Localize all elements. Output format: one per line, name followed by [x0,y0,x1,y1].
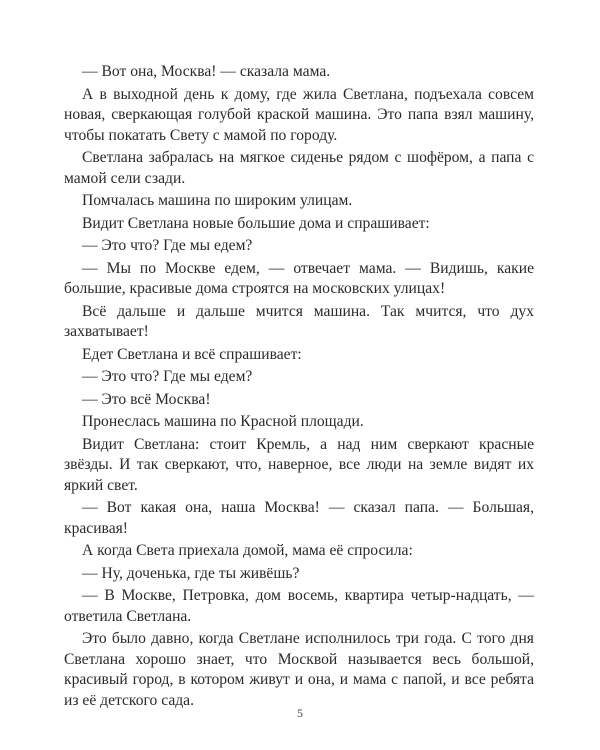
paragraph: Едет Светлана и всё спрашивает: [82,345,302,363]
page-number: 5 [297,706,303,720]
paragraph: Пронеслась машина по Красной площади. [82,413,364,430]
paragraph: Светлана забралась на мягкое сиденье рядом с шофёром, а папа с мамой сели сзади. [64,149,534,187]
paragraph: — Это всё Москва! [82,390,211,408]
page-text [64,62,534,713]
paragraph: Видит Светлана новые большие дома и спрашивает: [82,214,430,232]
paragraph: — Это что? Где мы едем? [82,368,253,385]
paragraph: Видит Светлана: стоит Кремль, а над ним сверкают красные звёзды. И так сверкают, что, наверное, все люди на земле видят их яркий свет. [64,435,534,494]
paragraph: — Ну, доченька, где ты живёшь? [82,564,300,582]
paragraph: — Это что? Где мы едем? [82,237,253,254]
paragraph: — Мы по Москве едем, — отвечает мама. — Видишь, какие большие, красивые дома строятся на московских улицах! [64,259,534,297]
paragraph: А в выходной день к дому, где жила Светлана, подъехала совсем новая, сверкающая голубой краской машина. Это папа взял машину, чтобы покатать Свету с мамой по городу. [64,85,534,144]
paragraph: Это было давно, когда Светлане исполнилось три года. С того дня Светлана хорошо знает, что Москвой называется весь большой, красивый город, в котором живут и она, и мама с папой, и все ребята из её детского сада. [64,630,534,709]
paragraph: Помчалась машина по широким улицам. [82,192,353,209]
paragraph: — Вот она, Москва! — сказала мама. [82,63,331,80]
paragraph: — Вот какая она, наша Москва! — сказал папа. — Большая, красивая! [64,499,534,537]
paragraph: А когда Света приехала домой, мама её спросила: [82,542,413,559]
paragraph: Всё дальше и дальше мчится машина. Так мчится, что дух захватывает! [64,302,534,340]
paragraph: — В Москве, Петровка, дом восемь, квартира четыр-надцать, — ответила Светлана. [64,587,534,625]
